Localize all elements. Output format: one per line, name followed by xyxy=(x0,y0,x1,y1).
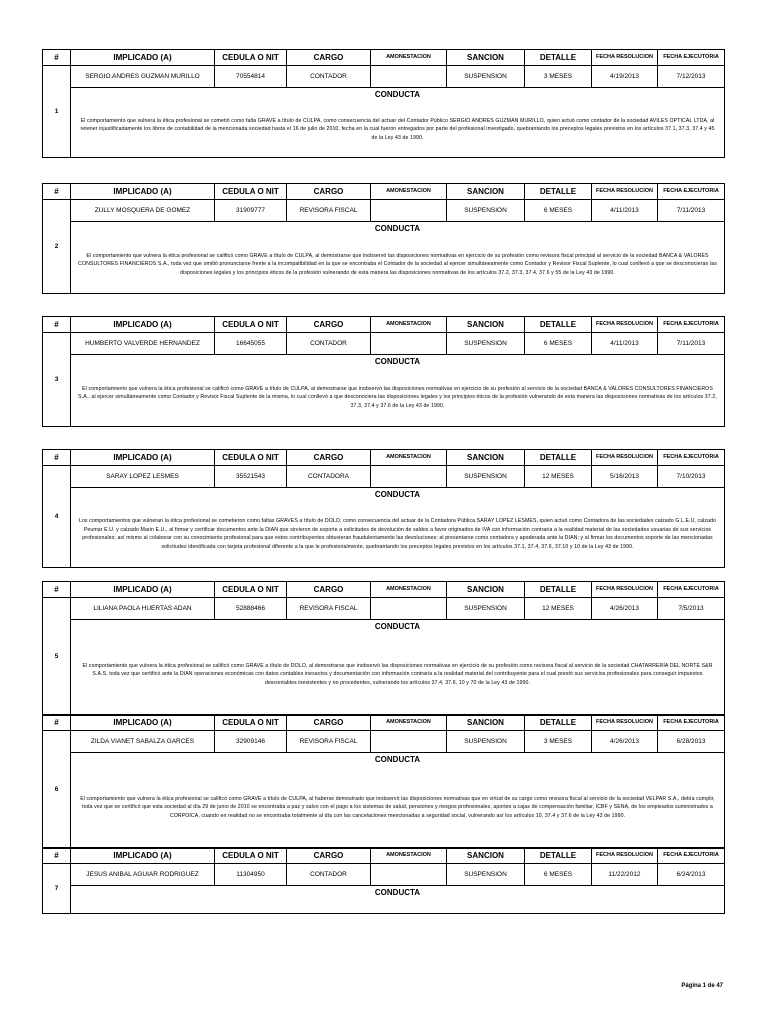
header-detalle: DETALLE xyxy=(525,184,592,200)
header-num: # xyxy=(43,715,71,731)
case-block xyxy=(42,183,724,294)
case-number: 6 xyxy=(43,731,71,849)
header-cargo: CARGO xyxy=(287,450,371,466)
conducta-text: Los comportamientos que vulneran la ética profesional se cometieron como faltas GRAVES a título de DOLO, como consecuencia del actuar de la Contadora Pública SARAY LOPEZ LESMES, quien actuó como Contadora de las sociedades calzado G.L.E.U, calzado Peumar E.U. y calzado Marin E.U., al firmar y certificar documentos ante la DIAN que sirvieron de soporte a solicitudes de devolución de saldos a favor originados de IVA con información contraria a la realidad material de las sociedades usuarias de sus servicios profesionales; así mismo al colaborar con su conocimiento profesional para que estos contribuyentes obtuvieran fraudulentamente las devoluciones; al presentarse como contadora y apoderada ante la DIAN; y al firmar los documentos soporte de las mencionadas solicitudes identificada con tarjeta profesional diferente a la que le profesionalmente, quebrantando los preceptos legales previstos en los artículos 37.1, 37.4, 37.6, 37.10 y 10 de la Ley 43 de 1990. xyxy=(71,502,725,568)
header-sancion: SANCION xyxy=(447,50,525,66)
header-fecha-ejecutoria: FECHA EJECUTORIA xyxy=(658,450,725,466)
implicado-name: HUMBERTO VALVERDE HERNANDEZ xyxy=(71,333,215,355)
case-table xyxy=(42,183,725,294)
cedula-value: 52888466 xyxy=(215,598,287,620)
case-number: 4 xyxy=(43,466,71,568)
header-detalle: DETALLE xyxy=(525,450,592,466)
header-fecha-ejecutoria: FECHA EJECUTORIA xyxy=(658,582,725,598)
detalle-value: 6 MESES xyxy=(525,200,592,222)
case-table xyxy=(42,449,725,568)
detalle-value: 6 MESES xyxy=(525,864,592,886)
header-sancion: SANCION xyxy=(447,582,525,598)
sancion-value: SUSPENSION xyxy=(447,731,525,753)
header-num: # xyxy=(43,450,71,466)
header-cargo: CARGO xyxy=(287,848,371,864)
sancion-value: SUSPENSION xyxy=(447,466,525,488)
header-sancion: SANCION xyxy=(447,715,525,731)
header-amonestacion: AMONESTACION xyxy=(371,582,447,598)
fecha-resolucion-value: 5/16/2013 xyxy=(592,466,658,488)
cedula-value: 70554814 xyxy=(215,66,287,88)
header-detalle: DETALLE xyxy=(525,582,592,598)
case-table xyxy=(42,581,725,716)
header-fecha-resolucion: FECHA RESOLUCION xyxy=(592,848,658,864)
conducta-text: El comportamiento que vulnera la ética profesional se calificó como GRAVE a título de DOLO, al demostrarse que inobservó las disposiciones normativas en ejercicio de su profesión como revisora fiscal al servicio de la sociedad CHATARRERÍA DEL NORTE S&R S.A.S, toda vez que certificó ante la DIAN operaciones económicas con datos contables inexactos y documentación con información contraria a la realidad material del contribuyente para el cual prestó sus servicios profesionales para conseguir impuestos descontables inexistentes y no procedentes, vulnerando los artículos 37.4, 37.6, 10 y 70 de la Ley 43 de 1990. xyxy=(71,634,725,716)
cargo-value: CONTADORA xyxy=(287,466,371,488)
fecha-resolucion-value: 4/26/2013 xyxy=(592,598,658,620)
conducta-text xyxy=(71,900,725,914)
amonestacion-value xyxy=(371,598,447,620)
fecha-ejecutoria-value: 7/12/2013 xyxy=(658,66,725,88)
amonestacion-value xyxy=(371,864,447,886)
header-amonestacion: AMONESTACION xyxy=(371,450,447,466)
fecha-resolucion-value: 4/11/2013 xyxy=(592,333,658,355)
sancion-value: SUSPENSION xyxy=(447,200,525,222)
header-cedula: CEDULA O NIT xyxy=(215,317,287,333)
header-cedula: CEDULA O NIT xyxy=(215,848,287,864)
conducta-heading: CONDUCTA xyxy=(71,222,725,236)
sancion-value: SUSPENSION xyxy=(447,333,525,355)
header-fecha-ejecutoria: FECHA EJECUTORIA xyxy=(658,848,725,864)
header-amonestacion: AMONESTACION xyxy=(371,715,447,731)
case-table xyxy=(42,49,725,158)
header-cargo: CARGO xyxy=(287,50,371,66)
fecha-ejecutoria-value: 6/24/2013 xyxy=(658,864,725,886)
header-implicado: IMPLICADO (A) xyxy=(71,317,215,333)
header-fecha-resolucion: FECHA RESOLUCION xyxy=(592,582,658,598)
cargo-value: REVISORA FISCAL xyxy=(287,598,371,620)
cargo-value: REVISORA FISCAL xyxy=(287,731,371,753)
implicado-name: ZULLY MOSQUERA DE GOMEZ xyxy=(71,200,215,222)
header-implicado: IMPLICADO (A) xyxy=(71,184,215,200)
conducta-heading: CONDUCTA xyxy=(71,886,725,900)
header-cargo: CARGO xyxy=(287,317,371,333)
conducta-heading: CONDUCTA xyxy=(71,753,725,767)
case-number: 1 xyxy=(43,66,71,158)
header-implicado: IMPLICADO (A) xyxy=(71,715,215,731)
header-detalle: DETALLE xyxy=(525,715,592,731)
case-number: 7 xyxy=(43,864,71,914)
implicado-name: ZILDA VIANET SABALZA GARCES xyxy=(71,731,215,753)
implicado-name: SARAY LOPEZ LESMES xyxy=(71,466,215,488)
header-implicado: IMPLICADO (A) xyxy=(71,50,215,66)
header-cedula: CEDULA O NIT xyxy=(215,582,287,598)
page-number: Página 1 de 47 xyxy=(681,983,723,989)
header-cargo: CARGO xyxy=(287,184,371,200)
case-number: 5 xyxy=(43,598,71,716)
header-cedula: CEDULA O NIT xyxy=(215,50,287,66)
header-detalle: DETALLE xyxy=(525,848,592,864)
header-amonestacion: AMONESTACION xyxy=(371,317,447,333)
header-amonestacion: AMONESTACION xyxy=(371,848,447,864)
fecha-ejecutoria-value: 7/11/2013 xyxy=(658,200,725,222)
header-amonestacion: AMONESTACION xyxy=(371,50,447,66)
case-block xyxy=(42,581,724,716)
header-detalle: DETALLE xyxy=(525,317,592,333)
header-fecha-resolucion: FECHA RESOLUCION xyxy=(592,450,658,466)
header-implicado: IMPLICADO (A) xyxy=(71,582,215,598)
cargo-value: REVISORA FISCAL xyxy=(287,200,371,222)
case-block xyxy=(42,449,724,568)
header-num: # xyxy=(43,184,71,200)
detalle-value: 3 MESES xyxy=(525,66,592,88)
cargo-value: CONTADOR xyxy=(287,66,371,88)
case-number: 2 xyxy=(43,200,71,294)
header-fecha-resolucion: FECHA RESOLUCION xyxy=(592,184,658,200)
fecha-ejecutoria-value: 6/28/2013 xyxy=(658,731,725,753)
cedula-value: 11304950 xyxy=(215,864,287,886)
header-fecha-resolucion: FECHA RESOLUCION xyxy=(592,50,658,66)
detalle-value: 12 MESES xyxy=(525,598,592,620)
conducta-text: El comportamiento que vulnera la ética profesional se calificó como GRAVE a título de CULPA, al haberse demostrado que inobservó las disposiciones normativas que en virtud de su cargo como revisora fiscal al servicio de la sociedad VELPAR S.A., debía cumplir, toda vez que se certificó que esta sociedad al día 29 de junio de 2010 se encontraba a paz y salvo con el pago a los sistemas de salud, pensiones y riesgos profesionales, aportes a cajas de compensación familiar, ICBF y SENA, de los empleados suministrados a CORPOICA, cuando en realidad no se encontraba totalmente al día con las cancelaciones mencionadas a seguridad social, vulnerando así los artículos 10, 37.4 y 37.6 de la Ley 43 de 1990. xyxy=(71,767,725,849)
header-implicado: IMPLICADO (A) xyxy=(71,848,215,864)
header-cargo: CARGO xyxy=(287,582,371,598)
header-sancion: SANCION xyxy=(447,848,525,864)
detalle-value: 12 MESES xyxy=(525,466,592,488)
cedula-value: 32909146 xyxy=(215,731,287,753)
header-fecha-resolucion: FECHA RESOLUCION xyxy=(592,715,658,731)
header-cargo: CARGO xyxy=(287,715,371,731)
header-detalle: DETALLE xyxy=(525,50,592,66)
fecha-resolucion-value: 4/26/2013 xyxy=(592,731,658,753)
case-table xyxy=(42,316,725,427)
amonestacion-value xyxy=(371,466,447,488)
fecha-resolucion-value: 4/19/2013 xyxy=(592,66,658,88)
amonestacion-value xyxy=(371,333,447,355)
implicado-name: LILIANA PAOLA HUERTAS ADAN xyxy=(71,598,215,620)
fecha-resolucion-value: 11/22/2012 xyxy=(592,864,658,886)
case-table xyxy=(42,847,725,914)
fecha-ejecutoria-value: 7/5/2013 xyxy=(658,598,725,620)
header-num: # xyxy=(43,848,71,864)
header-fecha-ejecutoria: FECHA EJECUTORIA xyxy=(658,184,725,200)
case-block xyxy=(42,714,724,849)
fecha-resolucion-value: 4/11/2013 xyxy=(592,200,658,222)
amonestacion-value xyxy=(371,200,447,222)
cedula-value: 31909777 xyxy=(215,200,287,222)
header-num: # xyxy=(43,317,71,333)
conducta-heading: CONDUCTA xyxy=(71,620,725,634)
case-block xyxy=(42,316,724,427)
case-block xyxy=(42,49,724,158)
sancion-value: SUSPENSION xyxy=(447,598,525,620)
header-sancion: SANCION xyxy=(447,317,525,333)
conducta-text: El comportamiento que vulnera la ética profesional se calificó como GRAVE a título de CULPA, al demostrarse que inobservó las disposiciones normativas en ejercicio de su profesión al servicio de la sociedad BANCA & VALORES CONSULTORES FINANCIEROS S.A., al ejercer simultáneamente como Contador y Revisor Fiscal Suplente de la misma, lo cual conllevó a que desconociera las disposiciones legales y los principios éticos de la profesión vulnerando de esta manera las disposiciones normativas de los artículos 37.2, 37.3, 37.4 y 37.6 de la Ley 43 de 1990. xyxy=(71,369,725,427)
header-cedula: CEDULA O NIT xyxy=(215,184,287,200)
amonestacion-value xyxy=(371,731,447,753)
cedula-value: 16645055 xyxy=(215,333,287,355)
sancion-value: SUSPENSION xyxy=(447,66,525,88)
header-cedula: CEDULA O NIT xyxy=(215,450,287,466)
header-fecha-ejecutoria: FECHA EJECUTORIA xyxy=(658,50,725,66)
conducta-heading: CONDUCTA xyxy=(71,88,725,102)
header-implicado: IMPLICADO (A) xyxy=(71,450,215,466)
header-fecha-ejecutoria: FECHA EJECUTORIA xyxy=(658,317,725,333)
header-sancion: SANCION xyxy=(447,450,525,466)
conducta-heading: CONDUCTA xyxy=(71,355,725,369)
conducta-text: El comportamiento que vulnera la ética profesional se calificó como GRAVE a título de CULPA, al demostrarse que inobservó las disposiciones normativas en ejercicio de su profesión como revisora fiscal principal al servicio de la sociedad BANCA & VALORES CONSULTORES FINANCIEROS S.A., toda vez que omitió pronunciarse frente a la incompatibilidad en la que se encontraba el Contador de la sociedad al ejercer simultáneamente como Contador y Revisor Fiscal Suplente, lo cual conllevó a que se desconocieran las disposiciones legales y los principios éticos de la profesión vulnerando de esta manera las disposiciones normativas de los artículos 37.2, 37.3, 37.4, 37.6 y 55 de la Ley 43 de 1990. xyxy=(71,236,725,294)
implicado-name: JESUS ANIBAL AGUIAR RODRIGUEZ xyxy=(71,864,215,886)
cargo-value: CONTADOR xyxy=(287,333,371,355)
header-cedula: CEDULA O NIT xyxy=(215,715,287,731)
fecha-ejecutoria-value: 7/11/2013 xyxy=(658,333,725,355)
case-block xyxy=(42,847,724,914)
cedula-value: 35521543 xyxy=(215,466,287,488)
conducta-heading: CONDUCTA xyxy=(71,488,725,502)
cargo-value: CONTADOR xyxy=(287,864,371,886)
header-fecha-ejecutoria: FECHA EJECUTORIA xyxy=(658,715,725,731)
sancion-value: SUSPENSION xyxy=(447,864,525,886)
header-num: # xyxy=(43,582,71,598)
header-amonestacion: AMONESTACION xyxy=(371,184,447,200)
detalle-value: 6 MESES xyxy=(525,333,592,355)
conducta-text: El comportamiento que vulnera la ética profesional se cometió como falta GRAVE a título de CULPA, como consecuencia del actuar del Contador Público SERGIO ANDRES GUZMAN MURILLO, quien actuó como contador de la sociedad AVILES OPTICAL LTDA, al retener injustificadamente los libros de contabilidad de la mencionada sociedad hasta el 16 de julio de 2010, fecha en la cual fueron entregados por parte del profesional investigado, quebrantando los preceptos legales previstos en los artículos 37.1, 37.3, 37.4 y 45 de la Ley 43 de 1990. xyxy=(71,102,725,158)
case-table xyxy=(42,714,725,849)
header-fecha-resolucion: FECHA RESOLUCION xyxy=(592,317,658,333)
header-num: # xyxy=(43,50,71,66)
case-number: 3 xyxy=(43,333,71,427)
header-sancion: SANCION xyxy=(447,184,525,200)
amonestacion-value xyxy=(371,66,447,88)
detalle-value: 3 MESES xyxy=(525,731,592,753)
implicado-name: SERGIO ANDRES GUZMAN MURILLO xyxy=(71,66,215,88)
fecha-ejecutoria-value: 7/10/2013 xyxy=(658,466,725,488)
